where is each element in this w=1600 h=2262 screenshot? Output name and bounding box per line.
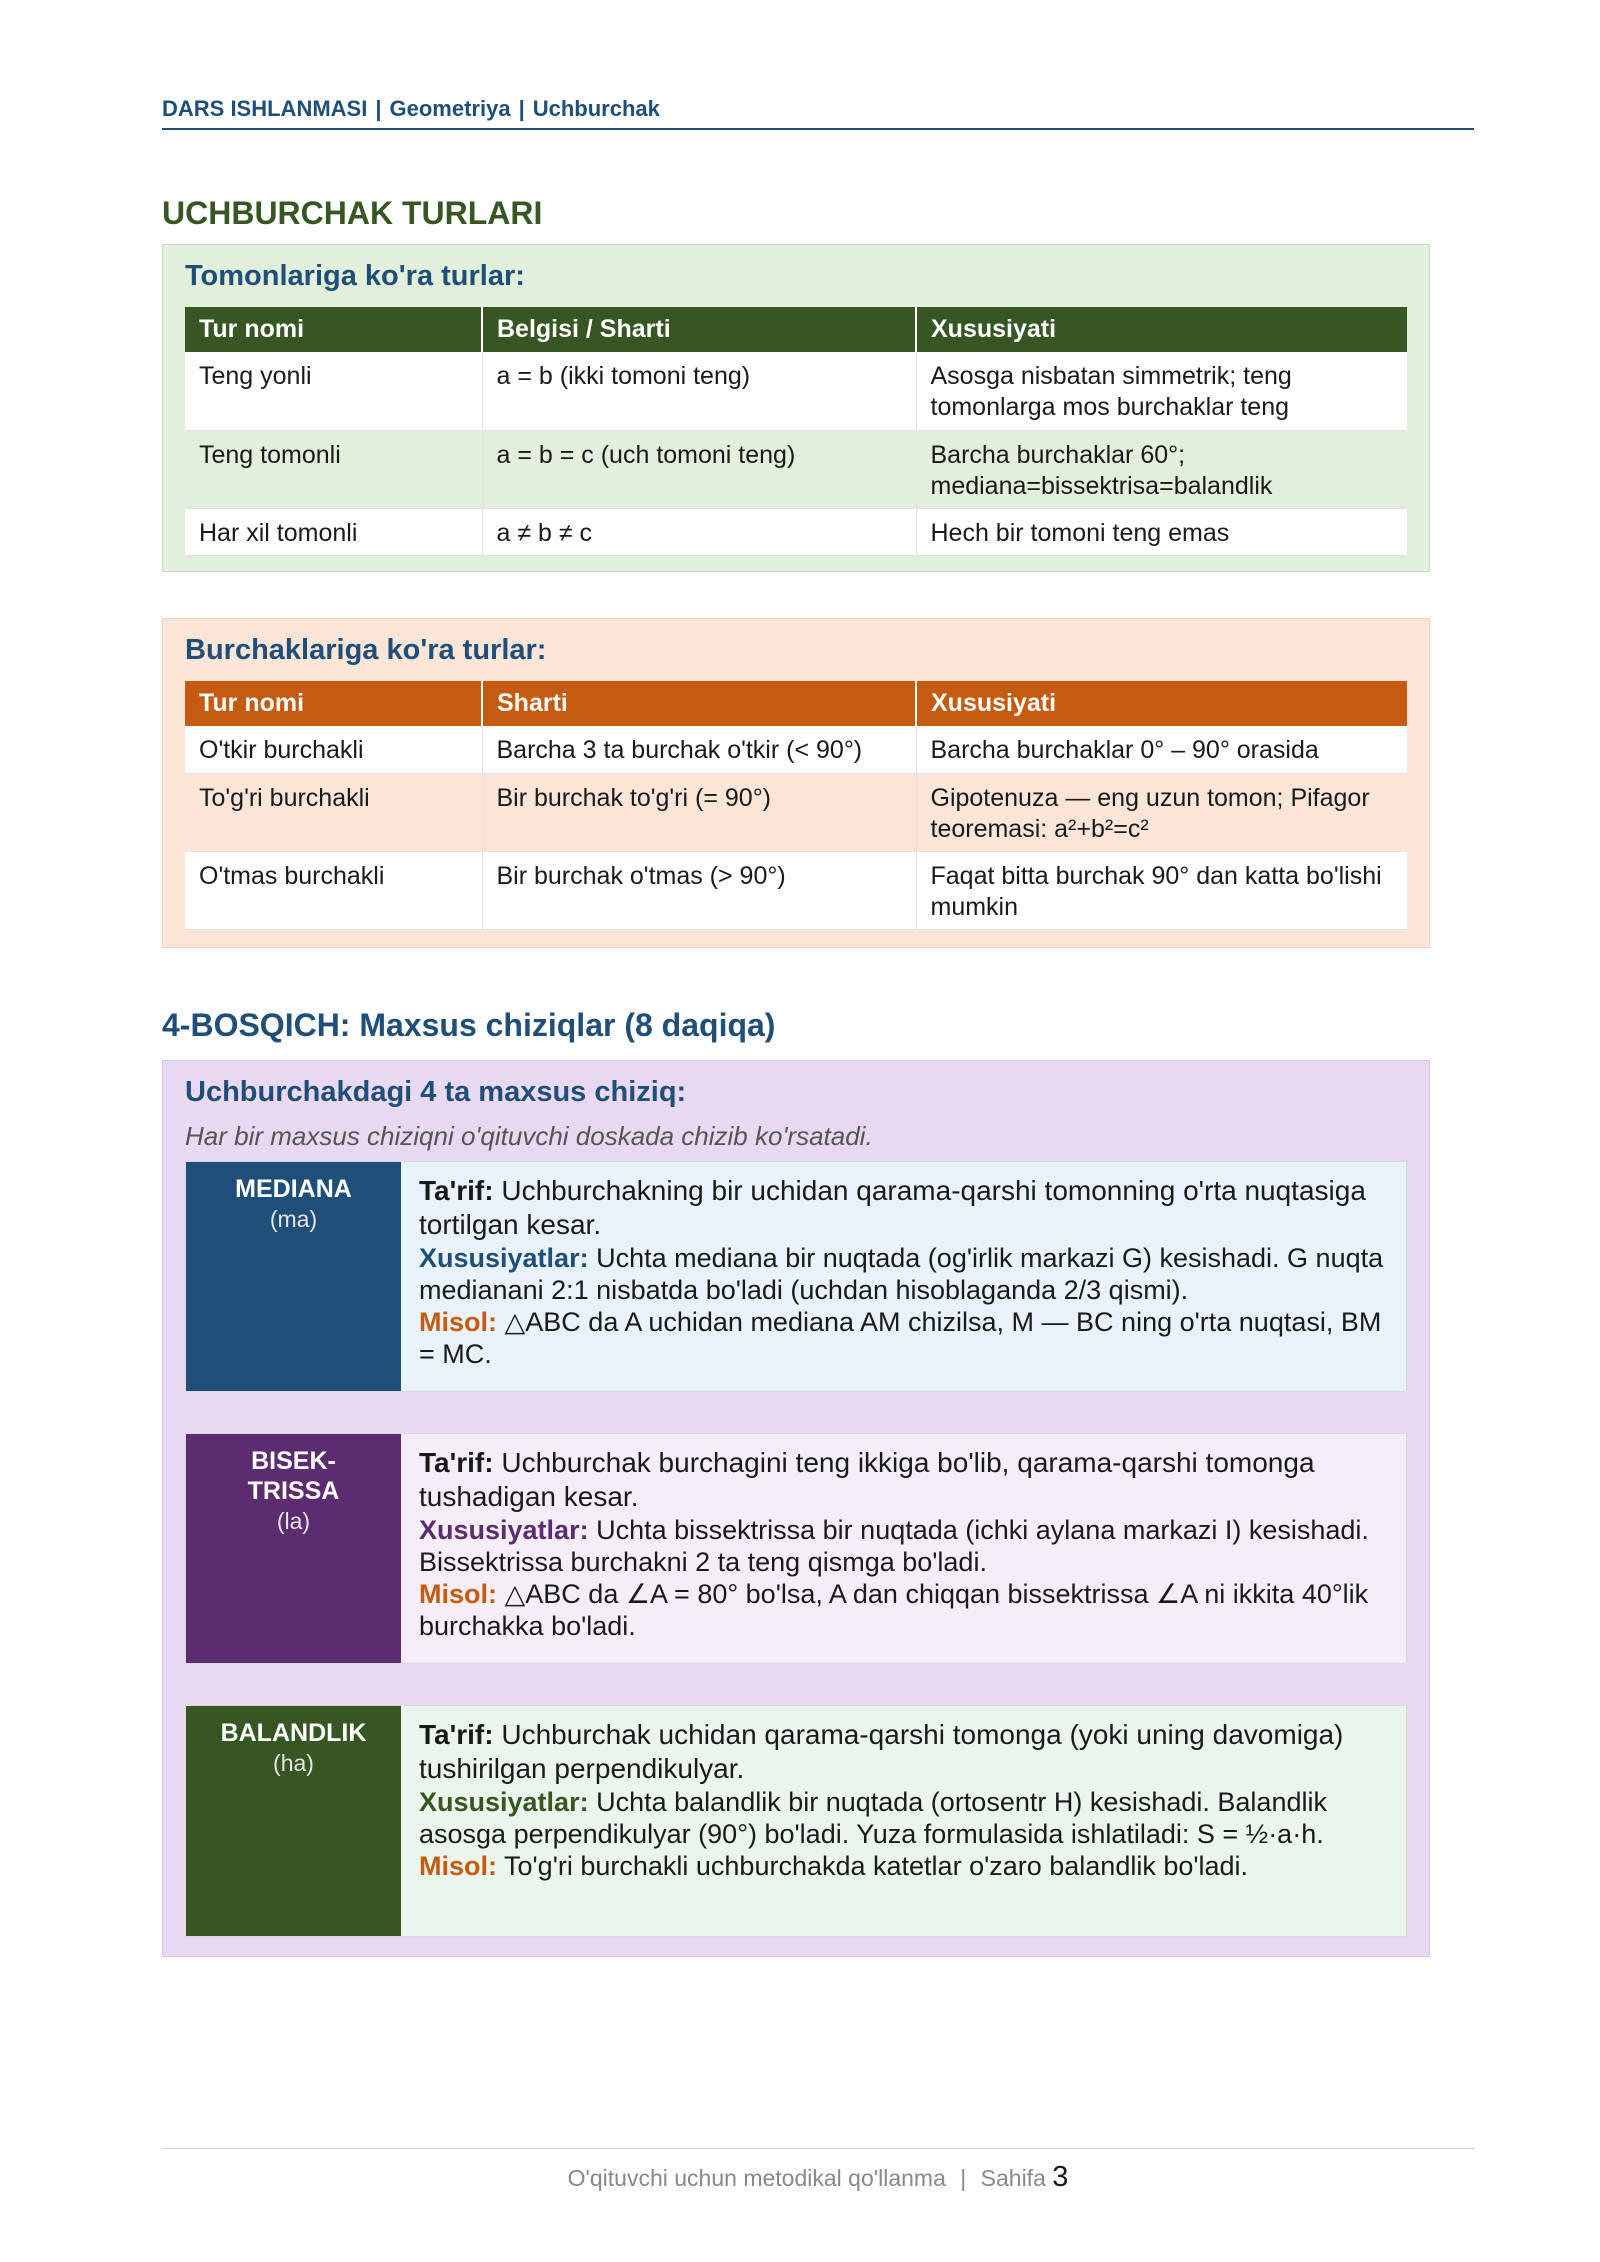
footer-separator: | <box>960 2165 967 2191</box>
definition-label: Ta'rif: <box>419 1447 494 1478</box>
table-cell: Barcha burchaklar 60°; mediana=bissektrisa=balandlik <box>916 430 1407 508</box>
column-header: Tur nomi <box>185 307 482 352</box>
definition-label: Ta'rif: <box>419 1719 494 1750</box>
table-cell: Barcha 3 ta burchak o'tkir (< 90°) <box>482 726 916 773</box>
section-title-special-lines: 4-BOSQICH: Maxsus chiziqlar (8 daqiqa) <box>162 1007 776 1043</box>
table-row <box>185 352 1407 430</box>
table-cell: Har xil tomonli <box>185 508 482 555</box>
card-name: BISEK- TRISSA <box>247 1447 340 1505</box>
definition-label: Ta'rif: <box>419 1175 494 1206</box>
page-footer <box>162 2148 1474 2194</box>
card-balandlik <box>185 1705 1407 1937</box>
footer-text: O'qituvchi uchun metodikal qo'llanma <box>567 2165 946 2191</box>
example-text: To'g'ri burchakli uchburchakda katetlar o'zaro balandlik bo'ladi. <box>504 1851 1249 1881</box>
table-cell: Gipotenuza — eng uzun tomon; Pifagor teoremasi: a²+b²=c² <box>916 773 1407 851</box>
table-cell: Hech bir tomoni teng emas <box>916 508 1407 555</box>
table-cell: Barcha burchaklar 0° – 90° orasida <box>916 726 1407 773</box>
header-subject: Geometriya <box>389 96 511 121</box>
properties-label: Xususiyatlar: <box>419 1515 589 1545</box>
example-text: △ABC da A uchidan mediana AM chizilsa, M — BC ning o'rta nuqtasi, BM = MC. <box>419 1307 1382 1369</box>
header-separator: | <box>518 96 525 121</box>
example-label: Misol: <box>419 1579 497 1609</box>
properties-text: Uchta balandlik bir nuqtada (ortosentr H) kesishadi. Balandlik asosga perpendikulyar (90°) bo'ladi. Yuza formulasida ishlatiladi: S = ½·a·h. <box>419 1787 1327 1849</box>
column-header: Xususiyati <box>931 315 1057 343</box>
table-row <box>185 773 1407 851</box>
example-label: Misol: <box>419 1851 497 1881</box>
definition-text: Uchburchak uchidan qarama-qarshi tomonga (yoki uning davomiga) tushirilgan perpendikulyar. <box>419 1719 1344 1784</box>
table-cell: Faqat bitta burchak 90° dan katta bo'lishi mumkin <box>916 851 1407 929</box>
sides-table <box>185 307 1407 556</box>
table-cell: O'tmas burchakli <box>185 851 482 929</box>
card-abbreviation: (ha) <box>273 1750 314 1776</box>
card-bissektrissa <box>185 1433 1407 1664</box>
table-cell: Bir burchak o'tmas (> 90°) <box>482 851 916 929</box>
table-row <box>185 726 1407 773</box>
table-cell: Teng tomonli <box>185 430 482 508</box>
column-header: Belgisi / Sharti <box>482 307 916 352</box>
table-cell: Teng yonli <box>185 352 482 430</box>
properties-label: Xususiyatlar: <box>419 1243 589 1273</box>
card-abbreviation: (la) <box>276 1508 311 1534</box>
card-tag <box>186 1162 401 1391</box>
column-header: Tur nomi <box>185 681 482 726</box>
special-lines-panel <box>162 1060 1430 1957</box>
angles-table <box>185 681 1407 930</box>
table-cell: To'g'ri burchakli <box>185 773 482 851</box>
properties-label: Xususiyatlar: <box>419 1787 589 1817</box>
table-cell: O'tkir burchakli <box>185 726 482 773</box>
special-lines-note: Har bir maxsus chiziqni o'qituvchi doskada chizib ko'rsatadi. <box>185 1121 873 1151</box>
table-panel-sides <box>162 244 1430 572</box>
card-tag <box>186 1434 401 1663</box>
page-number: 3 <box>1052 2161 1069 2193</box>
section-title-types: UCHBURCHAK TURLARI <box>162 195 543 231</box>
table-title-sides: Tomonlariga ko'ra turlar: <box>185 260 525 292</box>
special-lines-title: Uchburchakdagi 4 ta maxsus chiziq: <box>185 1076 687 1108</box>
table-header-row <box>185 307 1407 352</box>
header-separator: | <box>375 96 382 121</box>
table-title-angles: Burchaklariga ko'ra turlar: <box>185 634 547 666</box>
table-cell: Bir burchak to'g'ri (= 90°) <box>482 773 916 851</box>
table-cell: a = b (ikki tomoni teng) <box>482 352 916 430</box>
table-row <box>185 430 1407 508</box>
card-body <box>419 1446 1384 1642</box>
definition-text: Uchburchak burchagini teng ikkiga bo'lib, qarama-qarshi tomonga tushadigan kesar. <box>419 1447 1315 1512</box>
header-doc-type: DARS ISHLANMASI <box>162 96 368 121</box>
example-label: Misol: <box>419 1307 497 1337</box>
card-body <box>419 1174 1384 1370</box>
properties-text: Uchta bissektrissa bir nuqtada (ichki aylana markazi I) kesishadi. Bissektrissa burchakni 2 ta teng qismga bo'ladi. <box>419 1515 1369 1577</box>
table-row <box>185 851 1407 929</box>
column-header: Xususiyati <box>931 689 1057 717</box>
running-header <box>162 96 1474 130</box>
header-topic: Uchburchak <box>532 96 660 121</box>
table-header-row <box>185 681 1407 726</box>
footer-page-label: Sahifa <box>980 2165 1046 2191</box>
table-cell: a ≠ b ≠ c <box>482 508 916 555</box>
table-cell: a = b = c (uch tomoni teng) <box>482 430 916 508</box>
table-row <box>185 508 1407 555</box>
table-cell: Asosga nisbatan simmetrik; teng tomonlarga mos burchaklar teng <box>916 352 1407 430</box>
example-text: △ABC da ∠A = 80° bo'lsa, A dan chiqqan bissektrissa ∠A ni ikkita 40°lik burchakka bo'ladi. <box>419 1579 1369 1641</box>
definition-text: Uchburchakning bir uchidan qarama-qarshi tomonning o'rta nuqtasiga tortilgan kesar. <box>419 1175 1366 1240</box>
card-name: BALANDLIK <box>220 1719 367 1747</box>
column-header: Sharti <box>482 681 916 726</box>
card-mediana <box>185 1161 1407 1392</box>
properties-text: Uchta mediana bir nuqtada (og'irlik markazi G) kesishadi. G nuqta medianani 2:1 nisbatda bo'ladi (uchdan hisoblaganda 2/3 qismi). <box>419 1243 1384 1305</box>
table-panel-angles <box>162 618 1430 948</box>
card-abbreviation: (ma) <box>269 1206 318 1232</box>
card-tag <box>186 1706 401 1936</box>
card-body <box>419 1718 1384 1882</box>
card-name: MEDIANA <box>235 1175 352 1203</box>
